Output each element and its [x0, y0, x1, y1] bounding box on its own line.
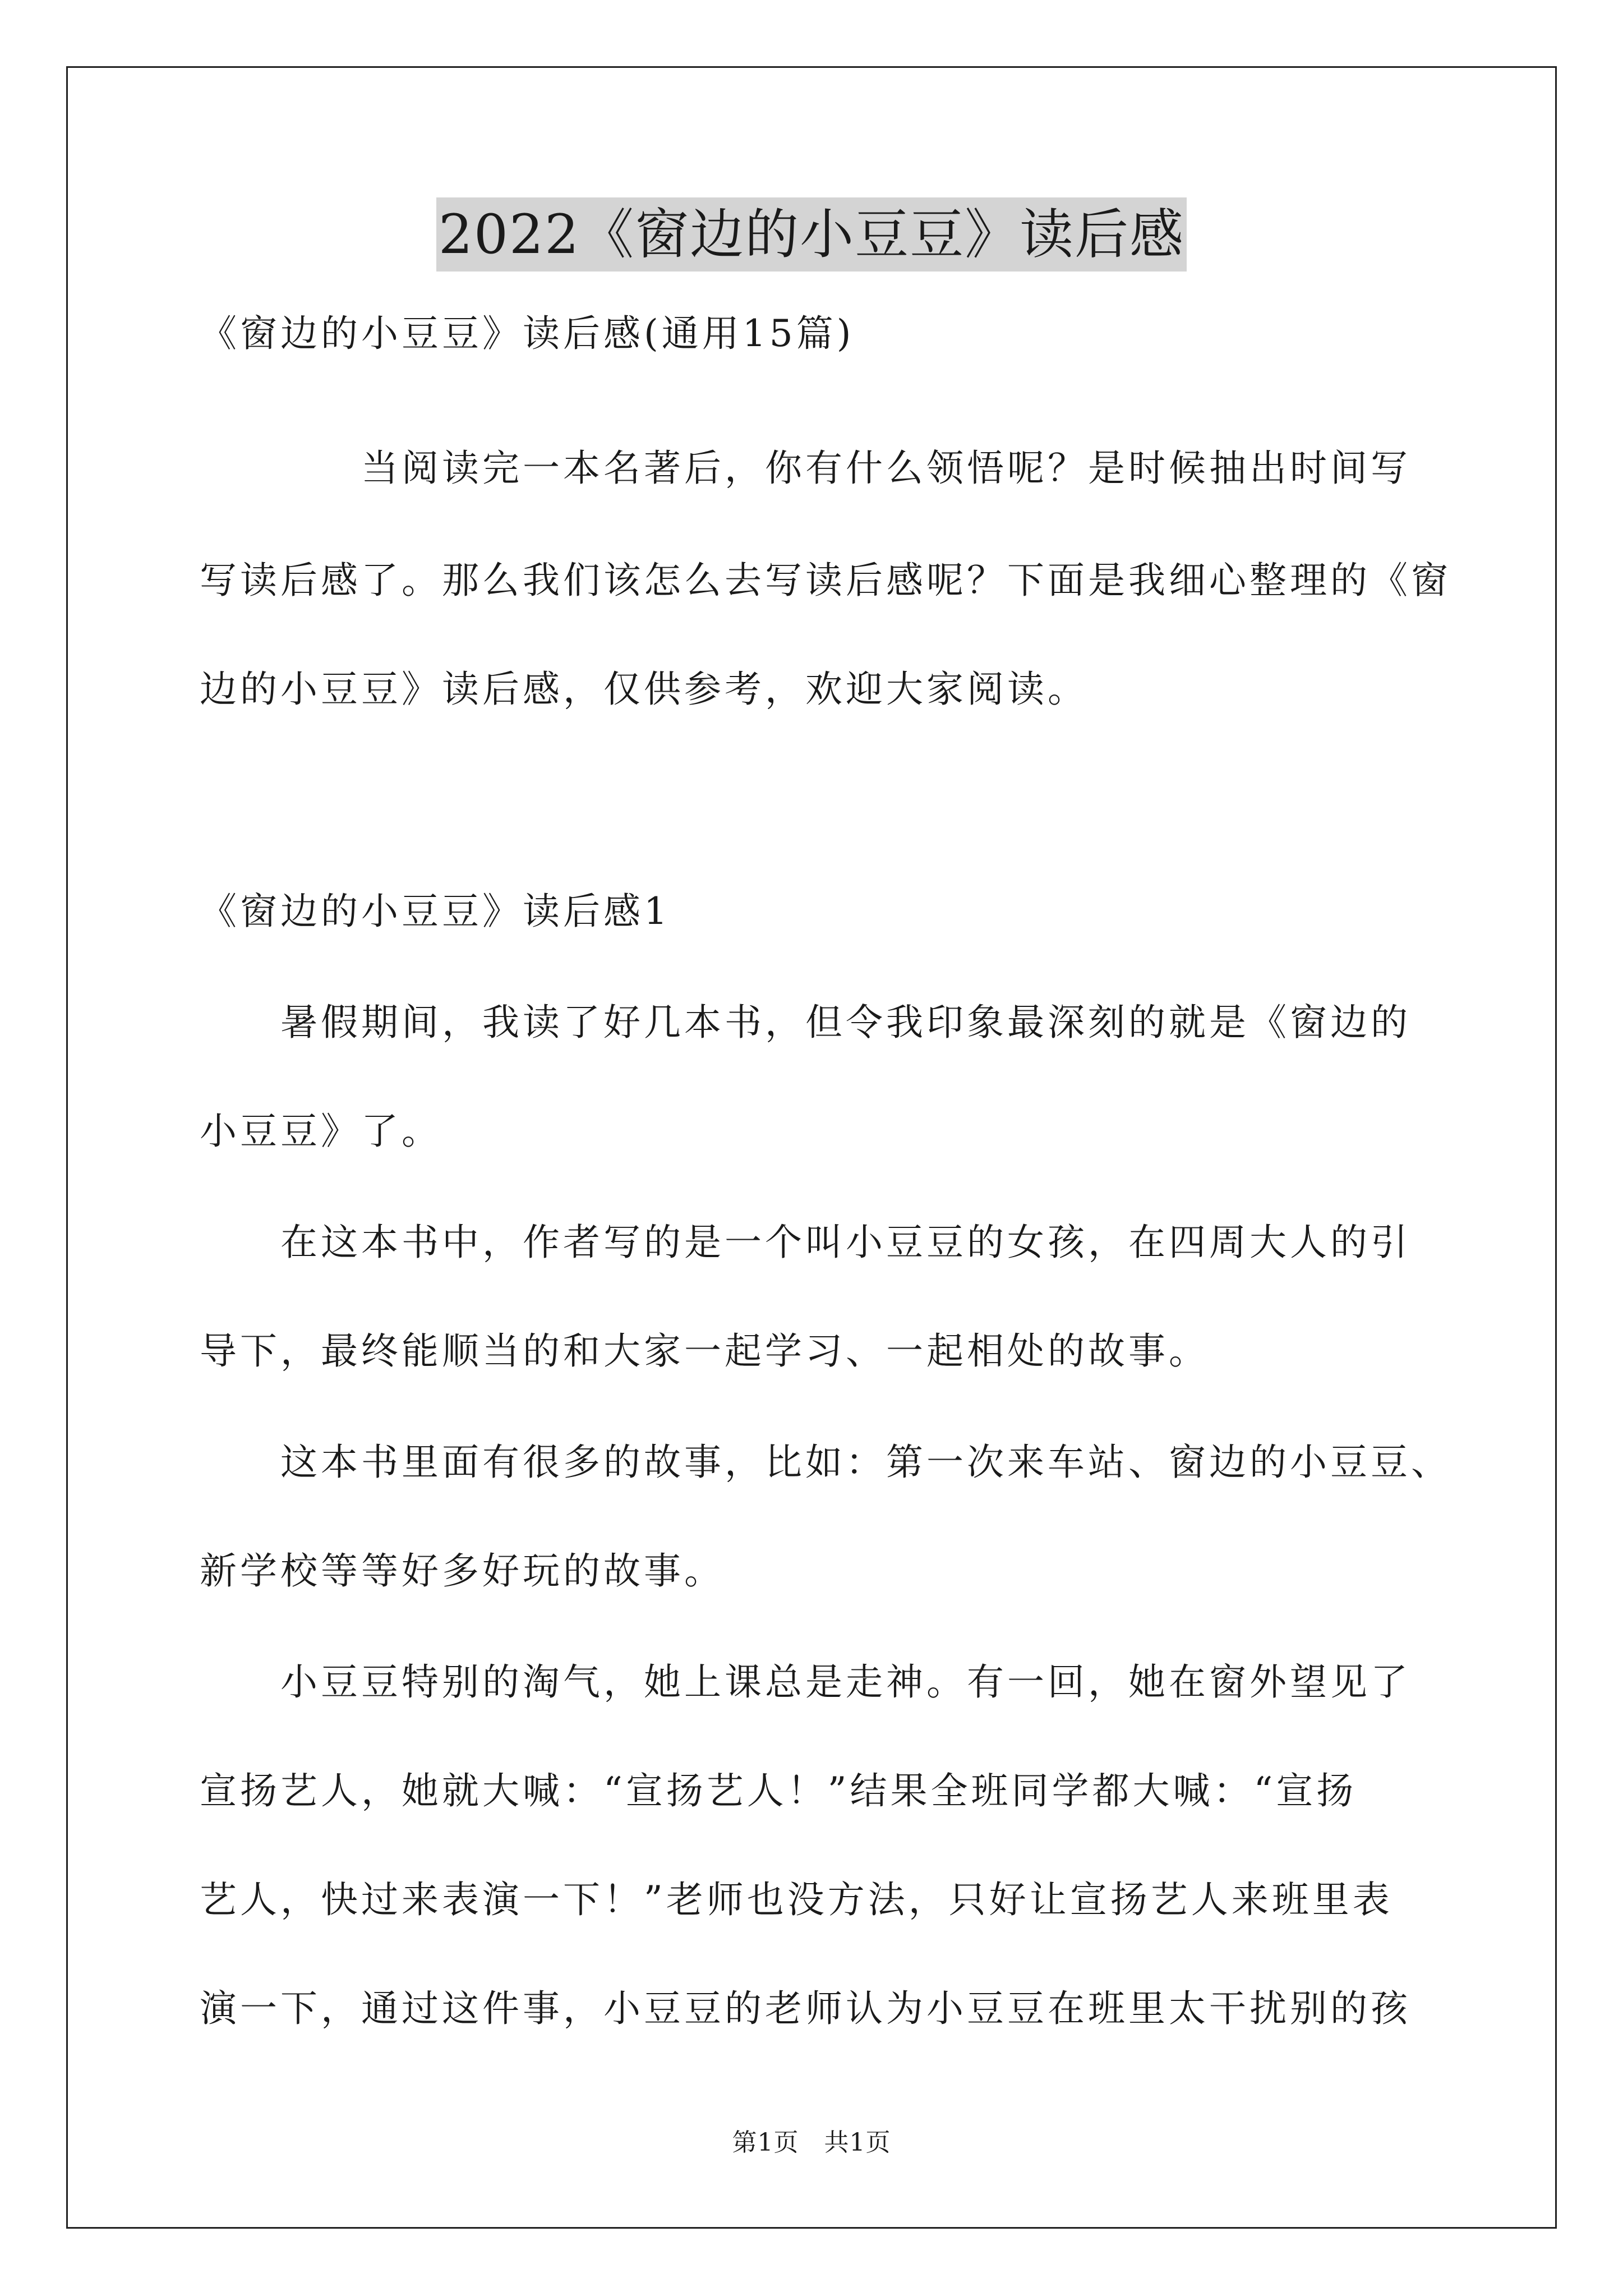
- paragraph-3-line-1: 这本书里面有很多的故事，比如：第一次来车站、窗边的小豆豆、: [280, 1441, 1451, 1484]
- document-title: 2022《窗边的小豆豆》读后感: [436, 197, 1187, 272]
- paragraph-3-line-2: 新学校等等好多好玩的故事。: [200, 1549, 725, 1593]
- intro-line-1: 当阅读完一本名著后，你有什么领悟呢？是时候抽出时间写: [361, 447, 1411, 490]
- page-footer: [0, 2126, 1623, 2160]
- paragraph-2-line-2: 导下，最终能顺当的和大家一起学习、一起相处的故事。: [200, 1329, 1209, 1373]
- paragraph-2-line-1: 在这本书中，作者写的是一个叫小豆豆的女孩，在四周大人的引: [280, 1221, 1411, 1264]
- paragraph-4-line-2: 宣扬艺人，她就大喊：“宣扬艺人！”结果全班同学都大喊：“宣扬: [200, 1769, 1357, 1812]
- paragraph-4-line-4: 演一下，通过这件事，小豆豆的老师认为小豆豆在班里太干扰别的孩: [200, 1987, 1411, 2030]
- paragraph-1-line-1: 暑假期间，我读了好几本书，但令我印象最深刻的就是《窗边的: [280, 1001, 1411, 1044]
- intro-line-2: 写读后感了。那么我们该怎么去写读后感呢？下面是我细心整理的《窗: [200, 559, 1451, 602]
- intro-line-3: 边的小豆豆》读后感，仅供参考，欢迎大家阅读。: [200, 668, 1088, 711]
- page-indicator: 第1页 共1页: [732, 2128, 891, 2157]
- paragraph-1-line-2: 小豆豆》了。: [200, 1110, 442, 1153]
- title-container: [0, 197, 1623, 272]
- paragraph-4-line-1: 小豆豆特别的淘气，她上课总是走神。有一回，她在窗外望见了: [280, 1660, 1411, 1704]
- document-subtitle: 《窗边的小豆豆》读后感(通用15篇): [200, 312, 855, 355]
- paragraph-4-line-3: 艺人，快过来表演一下！”老师也没方法，只好让宣扬艺人来班里表: [200, 1878, 1393, 1921]
- section-heading: 《窗边的小豆豆》读后感1: [200, 890, 671, 933]
